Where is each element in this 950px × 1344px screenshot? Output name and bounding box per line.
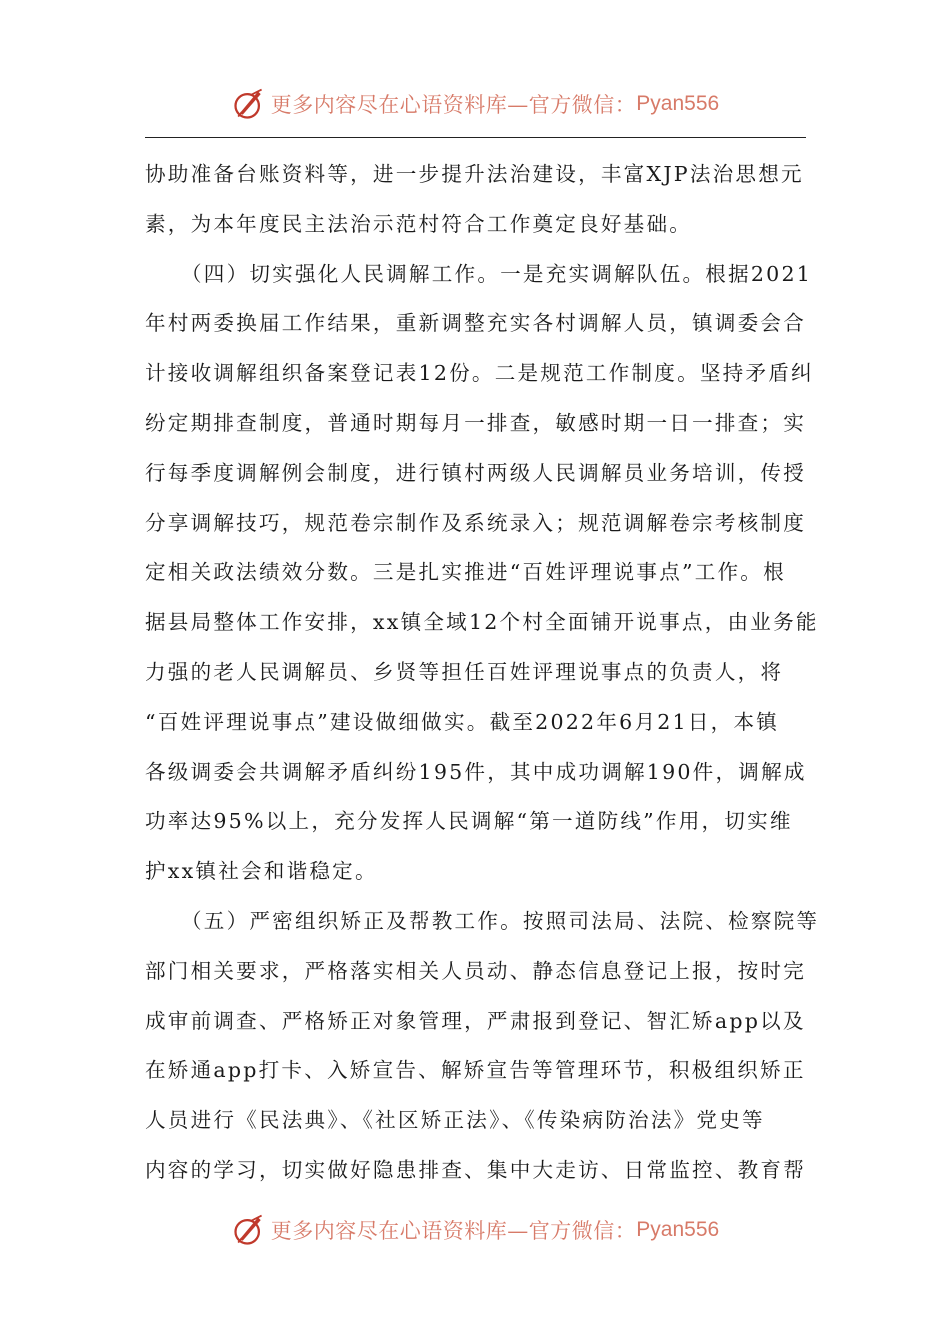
body-line: “百姓评理说事点”建设做细做实。截至2022年6月21日，本镇 [145, 709, 780, 734]
body-line: 分享调解技巧，规范卷宗制作及系统录入；规范调解卷宗考核制度 [145, 510, 807, 535]
body-line: 成审前调查、严格矫正对象管理，严肃报到登记、智汇矫app以及 [145, 1008, 806, 1033]
paragraph-4-start: （四）切实强化人民调解工作。一是充实调解队伍。根据2021 [181, 261, 813, 286]
banner-text: 更多内容尽在心语资料库—官方微信： [270, 1219, 637, 1243]
body-line: 人员进行《民法典》、《社区矫正法》、《传染病防治法》党史等 [145, 1108, 765, 1133]
body-line: 协助准备台账资料等，进一步提升法治建设，丰富XJP法治思想元 [145, 162, 804, 186]
quill-pen-icon [231, 86, 267, 122]
body-line: 纷定期排查制度，普通时期每月一排查，敏感时期一日一排查；实 [145, 410, 807, 435]
body-line: 素，为本年度民主法治示范村符合工作奠定良好基础。 [145, 211, 693, 236]
body-line: 据县局整体工作安排，xx镇全域12个村全面铺开说事点，由业务能 [145, 610, 819, 635]
body-line: 行每季度调解例会制度，进行镇村两级人民调解员业务培训，传授 [145, 460, 807, 485]
body-line: 部门相关要求，严格落实相关人员动、静态信息登记上报，按时完 [145, 958, 807, 983]
paragraph-5-start: （五）严密组织矫正及帮教工作。按照司法局、法院、检察院等 [181, 908, 820, 933]
banner-wechat-id: Pyan556 [636, 92, 720, 115]
body-line: 力强的老人民调解员、乡贤等担任百姓评理说事点的负责人，将 [145, 659, 784, 684]
quill-pen-icon [231, 1212, 267, 1248]
body-line: 在矫通app打卡、入矫宣告、解矫宣告等管理环节，积极组织矫正 [145, 1058, 806, 1083]
banner-text: 更多内容尽在心语资料库—官方微信： [270, 93, 637, 117]
body-line: 护xx镇社会和谐稳定。 [145, 859, 378, 884]
header-divider [145, 137, 806, 138]
body-line: 内容的学习，切实做好隐患排查、集中大走访、日常监控、教育帮 [145, 1157, 807, 1182]
header-banner [0, 84, 950, 124]
footer-banner [0, 1210, 950, 1250]
body-line: 各级调委会共调解矛盾纠纷195件，其中成功调解190件，调解成 [145, 759, 807, 784]
body-line: 计接收调解组织备案登记表12份。二是规范工作制度。坚持矛盾纠 [145, 361, 814, 386]
document-body [145, 150, 820, 1196]
body-line: 年村两委换届工作结果，重新调整充实各村调解人员，镇调委会合 [145, 311, 807, 336]
body-line: 功率达95%以上，充分发挥人民调解“第一道防线”作用，切实维 [145, 809, 793, 834]
banner-wechat-id: Pyan556 [636, 1218, 720, 1241]
body-line: 定相关政法绩效分数。三是扎实推进“百姓评理说事点”工作。根 [145, 560, 786, 585]
